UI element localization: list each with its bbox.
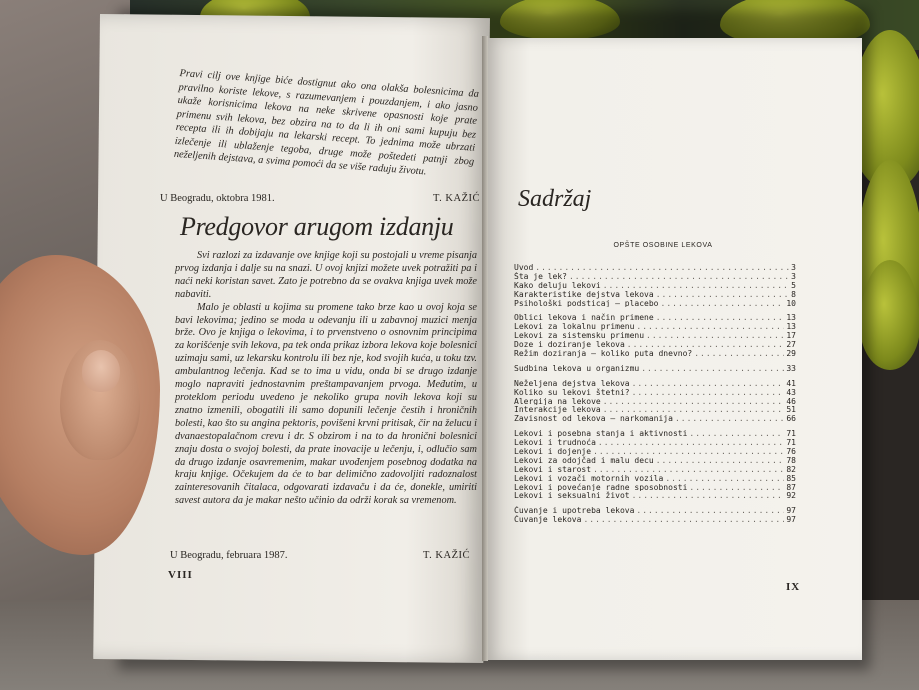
toc-entry-page: 17 [786, 331, 796, 341]
signature-2-name: T. KAŽIĆ [423, 550, 470, 561]
toc-entry-page: 87 [786, 482, 796, 492]
toc-leader-dots [665, 474, 784, 483]
contents-section-heading: OPŠTE OSOBINE LEKOVA [613, 242, 713, 249]
toc-leader-dots [535, 263, 789, 272]
toc-entry-label: Lekovi i vozači motornih vozila [514, 473, 664, 483]
toc-leader-dots [603, 397, 785, 406]
toc-entry-label: Lekovi za odojčad i malu decu [514, 455, 654, 465]
toc-entry-page: 3 [791, 271, 796, 281]
preface-paragraph-1: Svi razlozi za izdavanje ove knjige koji su postojali u vreme pisanja prvog izdanja i dalje su na snazi. U ovoj knjizi možete uvek potražiti pa i naći neki koristan savet. Zato je potrebno da se ovakva knjiga uvek može nabaviti. [175, 250, 477, 300]
toc-entry [514, 263, 796, 272]
toc-entry [514, 414, 796, 423]
toc-entry-page: 13 [786, 313, 796, 323]
toc-entry-label: Sudbina lekova u organizmu [514, 363, 640, 373]
contents-title: Sadržaj [518, 186, 592, 212]
toc-entry-label: Zavisnost od lekova — narkomanija [514, 414, 673, 424]
toc-entry-label: Lekovi i starost [514, 464, 592, 474]
toc-leader-dots [656, 313, 785, 322]
toc-leader-dots [593, 447, 784, 456]
toc-leader-dots [632, 388, 785, 397]
toc-leader-dots [636, 506, 784, 515]
toc-leader-dots [583, 515, 784, 524]
toc-entry [514, 506, 796, 515]
toc-leader-dots [632, 491, 785, 500]
toc-entry-page: 92 [786, 491, 796, 501]
toc-entry-page: 33 [786, 363, 796, 373]
toc-entry-page: 71 [786, 438, 796, 448]
table-of-contents [514, 263, 796, 524]
toc-entry [514, 515, 796, 524]
signature-1 [160, 193, 480, 204]
toc-entry-page: 27 [786, 340, 796, 350]
toc-entry-label: Lekovi i trudnoća [514, 438, 596, 448]
toc-entry [514, 491, 796, 500]
toc-entry-page: 66 [786, 414, 796, 424]
toc-entry [514, 474, 796, 483]
toc-entry-page: 51 [786, 405, 796, 415]
toc-leader-dots [675, 414, 784, 423]
toc-leader-dots [603, 405, 785, 414]
toc-group-4 [514, 379, 796, 423]
toc-entry [514, 331, 796, 340]
toc-entry [514, 340, 796, 349]
toc-entry [514, 299, 796, 308]
toc-group-5 [514, 429, 796, 500]
signature-1-place-date: U Beogradu, oktobra 1981. [160, 193, 275, 204]
toc-entry-page: 5 [791, 280, 796, 290]
toc-leader-dots [569, 272, 789, 281]
toc-entry-label: Čuvanje lekova [514, 515, 582, 525]
signature-2 [170, 550, 470, 561]
toc-entry [514, 465, 796, 474]
toc-entry [514, 364, 796, 373]
toc-entry-label: Režim doziranja — koliko puta dnevno? [514, 349, 693, 358]
left-page-number: VIII [168, 569, 193, 581]
toc-entry-page: 85 [786, 473, 796, 483]
toc-entry [514, 438, 796, 447]
toc-entry-label: Kako deluju lekovi [514, 280, 601, 290]
intro-paragraph: Pravi cilj ove knjige biće dostignut ako ona olakša bolesnicima da pravilno koriste lekove, s razumevanjem i pouzdanjem, i ako jasno ukaže korisnicima lekova na neke skrivene opasnosti koje prate primenu svih lekova, bez obzira na to da li ih oni sami kupuju bez recepta ili ih dobijaju na lekarski recept. To jednima može ubrzati izlečenje ili ublaženje tegoba, druge može poštedeti patnji zbog neželjenih dejstava, a svima pomoći da se više raduju životu. [173, 67, 480, 178]
toc-entry-label: Interakcije lekova [514, 405, 601, 415]
toc-entry [514, 281, 796, 290]
toc-leader-dots [656, 456, 785, 465]
toc-entry [514, 388, 796, 397]
toc-entry [514, 290, 796, 299]
toc-entry [514, 272, 796, 281]
toc-entry-label: Lekovi i seksualni život [514, 491, 630, 501]
toc-entry-label: Psihološki podsticaj — placebo [514, 298, 659, 308]
toc-entry-page: 41 [786, 378, 796, 388]
preface-paragraph-2: Malo je oblasti u kojima su promene tako brze kao u ovoj koja se bavi lekovima; jedino se moda u odevanju ili u zabavnoj muzici menja brže. Ovo je knjiga o lekovima, i to prvenstveno o osnovnim principima za korišćenje svih lekova, pa tek onda prikaz izbora lekova koje bolesnici uzimaju sami, uz lekarsku kontrolu ili bez nje, kod svojih kuća, u toku tzv. ambulantnog lečenja. Kad se to ima u vidu, onda bi se drugo izdanje moglo napraviti jednostavnim preštampavanjem prvoga. Međutim, u proteklom periodu uvedeno je nekoliko grupa novih lekova koji su znatno izmenili, obogatili ili samo dopunili lečenje čestih i hroničnih bolesti, kao što su angina pektoris, povišeni krvni pritisak, čir na želucu i dvanaestopalačnom crevu i dr. S obzirom i na to da hronični bolesnici znaju dosta o svojoj bolesti, da prate inovacije u lečenju, i, odlučio sam da drugo izdanje osavremenim, makar uvođenjem posebnog dodatka na kraju knjige. Očekujem da će to bar delimično zadovoljiti radoznalost zainteresovanih čitalaca, odgovarati izdavaču i da će, donekle, umiriti savest autora da je makar nešto učinio da održi korak sa vremenom. [175, 301, 477, 507]
toc-entry-label: Neželjena dejstva lekova [514, 378, 630, 388]
toc-entry [514, 313, 796, 322]
toc-entry-label: Koliko su lekovi štetni? [514, 387, 630, 397]
toc-entry-page: 76 [786, 447, 796, 456]
toc-entry-page: 97 [786, 506, 796, 516]
toc-entry-page: 78 [786, 455, 796, 465]
toc-entry-label: Uvod [514, 263, 534, 272]
toc-entry [514, 456, 796, 465]
toc-leader-dots [641, 364, 784, 373]
signature-1-name: T. KAŽIĆ [433, 193, 480, 204]
toc-entry [514, 379, 796, 388]
toc-entry [514, 447, 796, 456]
toc-entry [514, 405, 796, 414]
right-page-number: IX [786, 581, 801, 593]
toc-leader-dots [646, 331, 784, 340]
toc-entry-page: 43 [786, 387, 796, 397]
toc-leader-dots [632, 379, 785, 388]
toc-entry-label: Lekovi i povećanje radne sposobnosti [514, 482, 688, 492]
toc-leader-dots [689, 483, 784, 492]
toc-entry-label: Lekovi za sistemsku primenu [514, 331, 645, 341]
toc-leader-dots [603, 281, 789, 290]
toc-entry [514, 429, 796, 438]
toc-entry [514, 322, 796, 331]
toc-group-6 [514, 506, 796, 524]
toc-leader-dots [627, 340, 785, 349]
toc-entry-label: Lekovi i dojenje [514, 447, 592, 456]
toc-leader-dots [689, 429, 784, 438]
book-gutter [482, 36, 488, 661]
toc-entry-label: Lekovi za lokalnu primenu [514, 322, 635, 332]
toc-entry-label: Lekovi i posebna stanja i aktivnosti [514, 429, 688, 439]
preface-heading: Predgovor arugom izdanju [180, 212, 454, 241]
toc-leader-dots [661, 299, 785, 308]
toc-leader-dots [694, 349, 784, 358]
toc-entry-page: 82 [786, 464, 796, 474]
preface-body [175, 250, 477, 508]
toc-entry-page: 13 [786, 322, 796, 332]
toc-entry-label: Alergija na lekove [514, 396, 601, 406]
toc-entry-label: Šta je lek? [514, 271, 567, 281]
toc-leader-dots [656, 290, 789, 299]
toc-leader-dots [593, 465, 784, 474]
toc-entry-page: 29 [786, 349, 796, 358]
toc-leader-dots [636, 322, 784, 331]
toc-entry-label: Čuvanje i upotreba lekova [514, 506, 635, 516]
toc-entry-page: 3 [791, 263, 796, 272]
toc-group-2 [514, 313, 796, 357]
toc-entry-page: 10 [786, 298, 796, 308]
toc-entry [514, 483, 796, 492]
toc-entry-page: 8 [791, 289, 796, 299]
toc-group-1 [514, 263, 796, 307]
toc-entry [514, 397, 796, 406]
toc-entry-label: Doze i doziranje lekova [514, 340, 625, 350]
toc-entry-label: Oblici lekova i način primene [514, 313, 654, 323]
thumbnail [82, 350, 120, 392]
toc-entry-label: Karakteristike dejstva lekova [514, 289, 654, 299]
toc-entry-page: 71 [786, 429, 796, 439]
toc-group-3 [514, 364, 796, 373]
toc-entry [514, 349, 796, 358]
toc-entry-page: 97 [786, 515, 796, 525]
toc-entry-page: 46 [786, 396, 796, 406]
toc-leader-dots [598, 438, 784, 447]
signature-2-place-date: U Beogradu, februara 1987. [170, 550, 288, 561]
